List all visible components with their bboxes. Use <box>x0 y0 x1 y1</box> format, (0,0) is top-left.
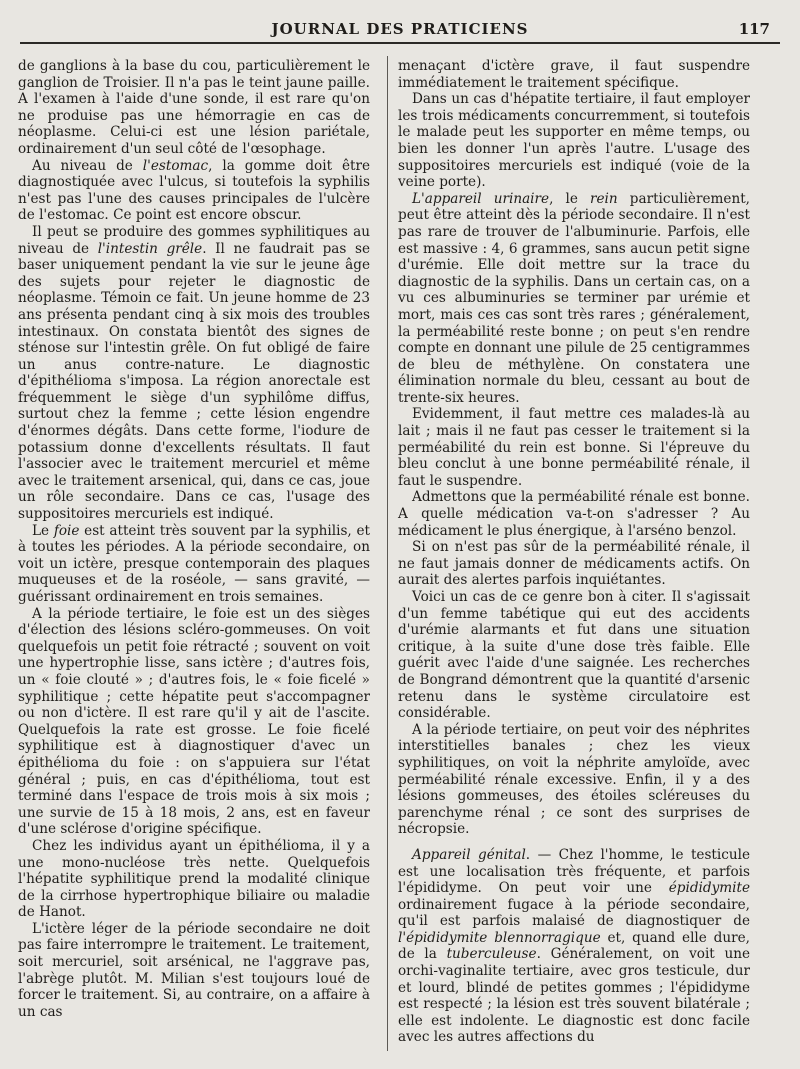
right-text-column <box>398 58 750 1046</box>
page-number: 117 <box>738 20 770 38</box>
paragraph: Si on n'est pas sûr de la perméabilité rénale, il ne faut jamais donner de médicaments actifs. On aurait des alertes parfois inquiétantes. <box>398 539 750 589</box>
paragraph: A la période tertiaire, on peut voir des néphrites interstitielles banales ; chez les vieux syphilitiques, on voit la néphrite amyloïde, avec perméabilité rénale excessive. Enfin, il y a des lésions gommeuses, des étoiles scléreuses du parenchyme rénal ; ce sont des surprises de nécropsie. <box>398 721 750 838</box>
paragraph: Chez les individus ayant un épithélioma, il y a une mono-nucléose très nette. Quelquefois l'hépatite syphilitique prend la modalité clinique de la cirrhose hypertrophique biliaire ou maladie de Hanot. <box>18 837 370 921</box>
paragraph: de ganglions à la base du cou, particulièrement le ganglion de Troisier. Il n'a pas le teint jaune paille. A l'examen à l'aide d'une sonde, il est rare qu'on ne produise pas une hémorragie en cas de néoplasme. Celui-ci est une lésion pariétale, ordinairement d'un seul côté de l'œsophage. <box>18 58 370 157</box>
paragraph: menaçant d'ictère grave, il faut suspendre immédiatement le traitement spécifique. <box>398 58 750 91</box>
paragraph: Le foie est atteint très souvent par la syphilis, et à toutes les périodes. A la période secondaire, on voit un ictère, presque contemporain des plaques muqueuses et de la roséole, — sans gravité, — guérissant ordinairement en trois semaines. <box>18 522 370 605</box>
left-text-column <box>18 58 370 1020</box>
column-divider <box>387 56 388 1051</box>
paragraph: Dans un cas d'hépatite tertiaire, il faut employer les trois médicaments concurremment, si toutefois le malade peut les supporter en même temps, ou bien les donner l'un après l'autre. L'usage des suppositoires mercuriels est indiqué (voie de la veine porte). <box>398 91 750 191</box>
paragraph: L'appareil urinaire, le rein particulièrement, peut être atteint dès la période secondaire. Il n'est pas rare de trouver de l'albuminurie. Parfois, elle est massive : 4, 6 grammes, sans aucun petit signe d'urémie. Elle doit mettre sur la trace du diagnostic de la syphilis. Dans un certain cas, on a vu ces albuminuries se terminer par urémie et mort, mais ces cas sont très rares ; généralement, la perméabilité reste bonne ; on peut s'en rendre compte en donnant une pilule de 25 centigrammes de bleu de méthylène. On constatera une élimination normale du bleu, cessant au bout de trente-six heures. <box>398 190 750 406</box>
paragraph: Appareil génital. — Chez l'homme, le testicule est une localisation très fréquente, et parfois l'épididyme. On peut voir une épididymite ordinairement fugace à la période secondaire, qu'il est parfois malaisé de diagnostiquer de l'épididymite blennorragique et, quand elle dure, de la tuberculeuse. Généralement, on voit une orchi-vaginalite tertiaire, avec gros testicule, dur et lourd, blindé de petites gommes ; l'épididyme est respecté ; la lésion est très souvent bilatérale ; elle est indolente. Le diagnostic est donc facile avec les autres affections du <box>398 846 750 1046</box>
paragraph: Evidemment, il faut mettre ces malades-là au lait ; mais il ne faut pas cesser le traitement si la perméabilité du rein est bonne. Si l'épreuve du bleu conclut à une bonne perméabilité rénale, il faut le suspendre. <box>398 406 750 489</box>
paragraph: Il peut se produire des gommes syphilitiques au niveau de l'intestin grêle. Il ne faudrait pas se baser uniquement pendant la vie sur le jeune âge des sujets pour rejeter le diagnostic de néoplasme. Témoin ce fait. Un jeune homme de 23 ans présenta pendant cinq à six mois des troubles intestinaux. On constata bientôt des signes de sténose sur l'intestin grêle. On fut obligé de faire un anus contre-nature. Le diagnostic d'épithélioma s'imposa. La région anorectale est fréquemment le siège d'un syphilôme diffus, surtout chez la femme ; cette lésion engendre d'énormes dégâts. Dans cette forme, l'iodure de potassium donne d'excellents résultats. Il faut l'associer avec le traitement mercuriel et même avec le traitement arsenical, qui, dans ce cas, joue un rôle secondaire. Dans ce cas, l'usage des suppositoires mercuriels est indiqué. <box>18 223 371 523</box>
paragraph: Au niveau de l'estomac, la gomme doit être diagnostiquée avec l'ulcus, si toutefois la syphilis n'est pas l'une des causes principales de l'ulcère de l'estomac. Ce point est encore obscur. <box>18 157 371 224</box>
paragraph: Admettons que la perméabilité rénale est bonne. A quelle médication va-t-on s'adresser ? Au médicament le plus énergique, à l'arséno benzol. <box>398 489 750 539</box>
paragraph: A la période tertiaire, le foie est un des sièges d'élection des lésions scléro-gommeuses. On voit quelquefois un petit foie rétracté ; souvent on voit une hypertrophie lisse, sans ictère ; d'autres fois, un « foie clouté » ; d'autres fois, le « foie ficelé » syphilitique ; cette hépatite peut s'accompagner ou non d'ictère. Il est rare qu'il y ait de l'ascite. Quelquefois la rate est grosse. Le foie ficelé syphilitique est à diagnostiquer d'avec un épithélioma du foie : on s'appuiera sur l'état général ; puis, en cas d'épithélioma, tout est terminé dans l'espace de trois mois à six mois ; une survie de 15 à 18 mois, 2 ans, est en faveur d'une sclérose d'origine spécifique. <box>18 605 370 838</box>
paragraph: L'ictère léger de la période secondaire ne doit pas faire interrompre le traitement. Le traitement, soit mercuriel, soit arsénical, ne l'aggrave pas, l'abrège plutôt. M. Milian s'est toujours loué de forcer le traitement. Si, au contraire, on a affaire à un cas <box>18 920 370 1020</box>
paragraph: Voici un cas de ce genre bon à citer. Il s'agissait d'un femme tabétique qui eut des accidents d'urémie alarmants et fut dans une situation critique, à la suite d'une dose très faible. Elle guérit avec l'aide d'une saignée. Les recherches de Bongrand démontrent que la quantité d'arsenic retenu dans le système circulatoire est considérable. <box>398 589 750 722</box>
running-header <box>20 14 780 44</box>
journal-title: JOURNAL DES PRATICIENS <box>271 20 529 38</box>
